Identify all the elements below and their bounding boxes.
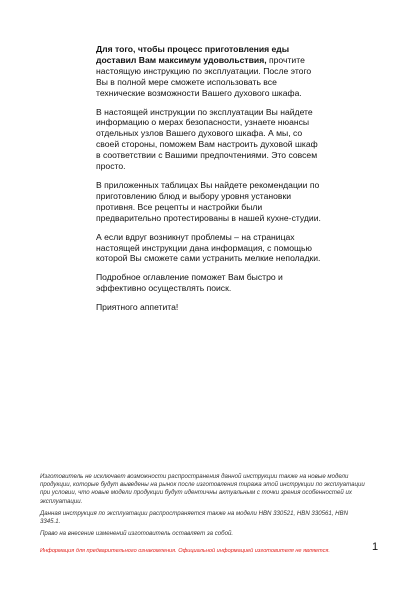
footnotes-block [40, 473, 370, 542]
intro-paragraph [96, 44, 322, 99]
footnote-model-list: Данная инструкция по эксплуатации распространяется также на модели HBN 330521, HBN 330561, HBN 3345.1. [40, 509, 349, 526]
paragraph-recipes-tables: В приложенных таблицах Вы найдете рекомендации по приготовлению блюд и выбору уровня установки противня. Все рецепты и настройки были предварительно протестированы в нашей кухне-студии. [96, 179, 321, 223]
paragraph-table-of-contents: Подробное оглавление поможет Вам быстро и эффективно осуществлять поиск. [96, 272, 283, 294]
page-number: 1 [372, 541, 379, 553]
paragraph-safety-info: В настоящей инструкции по эксплуатации Вы найдете информацию о мерах безопасности, узнаете нюансы отдельных узлов Вашего духового шкафа. А мы, со своей стороны, поможем Вам настроить духовой шкаф в соответствии с Вашими предпочтениями. Это совсем просто. [96, 106, 318, 172]
paragraph-closing: Приятного аппетита! [96, 302, 179, 313]
paragraph-troubleshooting: А если вдруг возникнут проблемы – на страницах настоящей инструкции дана информация, с помощью которой Вы сможете сами устранить мелкие неполадки. [96, 231, 321, 264]
intro-bold-text: Для того, чтобы процесс приготовления еды доставил Вам максимум удовольствия, [96, 44, 290, 65]
footnote-changes-reserved: Право на внесение изменений изготовитель оставляет за собой. [40, 530, 234, 538]
intro-regular-text: прочтите настоящую инструкцию по эксплуатации. После этого Вы в полной мере сможете использовать все технические возможности Вашего духового шкафа. [96, 54, 312, 98]
preliminary-info-notice: Информация для предварительного ознакомления. Официальной информацией изготовителя не является. [40, 548, 330, 554]
footnote-new-models: Изготовитель не исключает возможности распространения данной инструкции также на новые модели продукции, которые будут выведены на рынок после изготовления тиража этой инструкции по эксплуатации при условии, что новые модели продукции будут идентичны актуальным с точки зрения особенностей их эксплуатации. [40, 473, 365, 505]
main-text-column [96, 44, 322, 321]
